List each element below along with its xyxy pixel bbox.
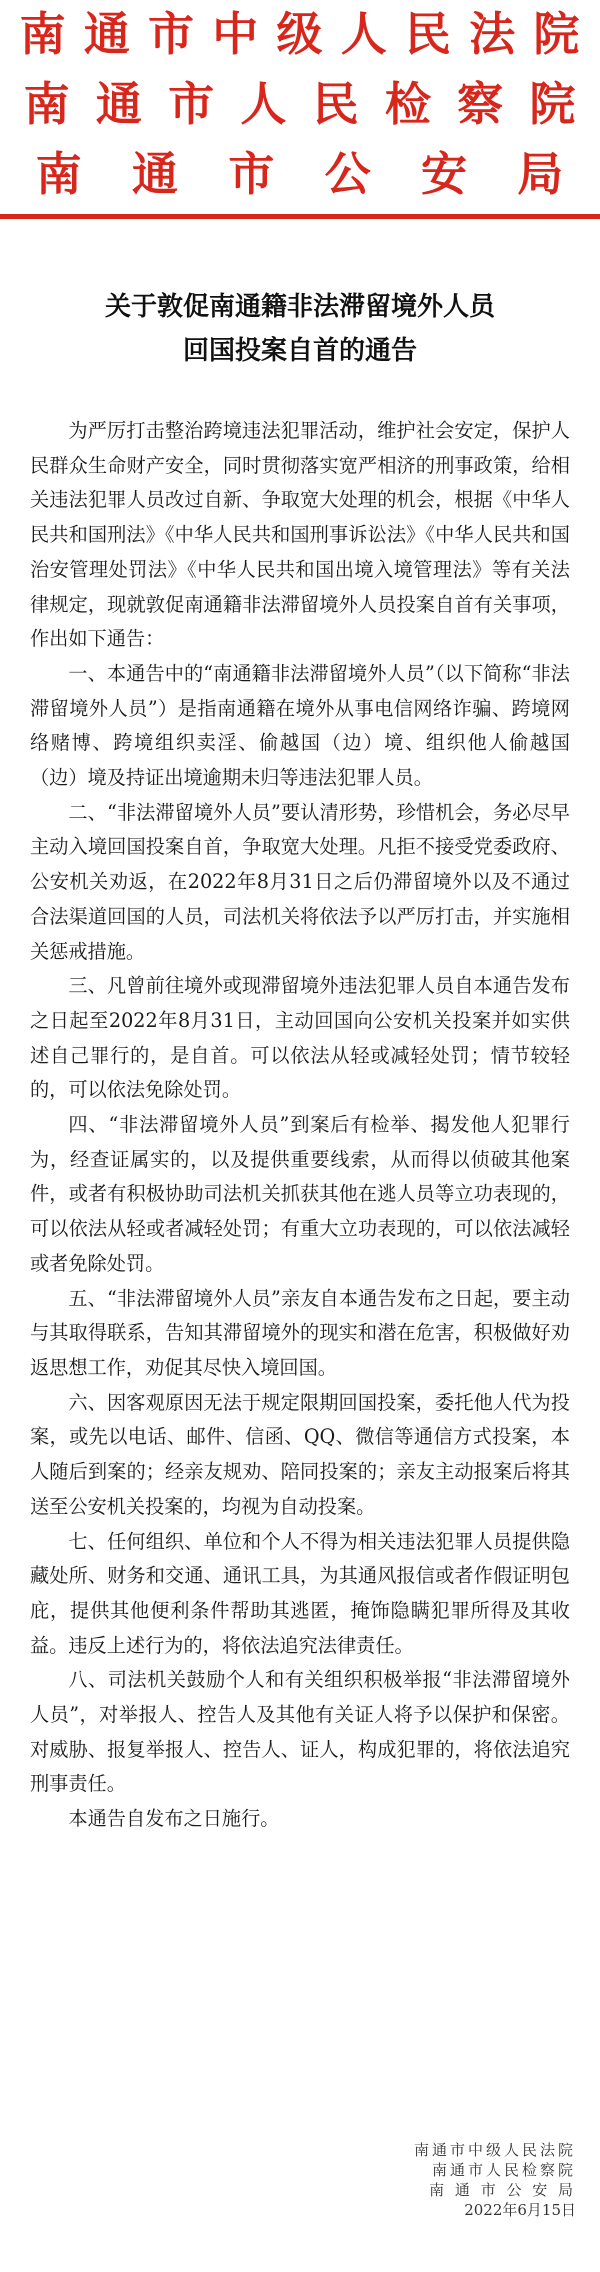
letterhead-char: 院 <box>533 7 583 61</box>
letterhead <box>0 0 600 222</box>
letterhead-char: 市 <box>148 7 198 61</box>
paragraph-item-4: 四、“非法滞留境外人员”到案后有检举、揭发他人犯罪行为，经查证属实的，以及提供重要线索，从而得以侦破其他案件，或者有积极协助司法机关抓获其他在逃人员等立功表现的，可以依法从轻或者减轻处罚；有重大立功表现的，可以依法减轻或者免除处罚。 <box>30 1113 570 1275</box>
paragraph-item-8: 八、司法机关鼓励个人和有关组织积极举报“非法滞留境外人员”，对举报人、控告人及其他有关证人将予以保护和保密。对威胁、报复举报人、控告人、证人，构成犯罪的，将依法追究刑事责任。 <box>30 1668 570 1796</box>
letterhead-char: 南 <box>35 147 85 201</box>
letterhead-char: 民 <box>312 77 362 131</box>
signature-date: 2022年6月15日 <box>464 2201 576 2219</box>
paragraph-item-7: 七、任何组织、单位和个人不得为相关违法犯罪人员提供隐藏处所、财务和交通、通讯工具，为其通风报信或者作假证明包庇，提供其他便利条件帮助其逃匿，掩饰隐瞒犯罪所得及其收益。违反上述行为的，将依法追究法律责任。 <box>30 1529 570 1657</box>
letterhead-char: 人 <box>340 7 390 61</box>
letterhead-char: 法 <box>469 7 519 61</box>
paragraph-item-2: 二、“非法滞留境外人员”要认清形势，珍惜机会，务必尽早主动入境回国投案自首，争取宽大处理。凡拒不接受党委政府、公安机关劝返，在2022年8月31日之后仍滞留境外以及不通过合法渠道回国的人员，司法机关将依法予以严厉打击，并实施相关惩戒措施。 <box>30 800 570 963</box>
letterhead-org-court <box>12 4 590 64</box>
letterhead-char: 级 <box>276 7 326 61</box>
letterhead-char: 民 <box>404 7 454 61</box>
letterhead-char: 通 <box>95 77 145 131</box>
letterhead-char: 南 <box>19 7 69 61</box>
notice-body <box>30 414 570 1837</box>
letterhead-char: 通 <box>83 7 133 61</box>
letterhead-char: 市 <box>228 147 278 201</box>
letterhead-org-police <box>12 144 590 204</box>
paragraph-item-5: 五、“非法滞留境外人员”亲友自本通告发布之日起，要主动与其取得联系，告知其滞留境外的现实和潜在危害，积极做好劝返思想工作，劝促其尽快入境回国。 <box>30 1286 570 1379</box>
notice-title-line1: 关于敦促南通籍非法滞留境外人员 <box>104 292 495 322</box>
letterhead-red-rule <box>0 214 600 219</box>
letterhead-char: 市 <box>168 77 218 131</box>
signature-police: 南 通 市 公 安 局 <box>429 2181 576 2199</box>
letterhead-char: 检 <box>384 77 434 131</box>
letterhead-org-procuratorate <box>12 74 590 134</box>
letterhead-char: 南 <box>23 77 73 131</box>
signature-court: 南通市中级人民法院 <box>413 2141 576 2159</box>
paragraph-effective: 本通告自发布之日施行。 <box>68 1807 280 1831</box>
paragraph-item-3: 三、凡曾前往境外或现滞留境外违法犯罪人员自本通告发布之日起至2022年8月31日，主动回国向公安机关投案并如实供述自己罪行的，是自首。可以依法从轻或减轻处罚；情节较轻的，可以依法免除处罚。 <box>30 974 570 1102</box>
letterhead-char: 安 <box>420 147 470 201</box>
letterhead-char: 人 <box>240 77 290 131</box>
paragraph-item-1: 一、本通告中的“南通籍非法滞留境外人员”（以下简称“非法滞留境外人员”）是指南通籍在境外从事电信网络诈骗、跨境网络赌博、跨境组织卖淫、偷越国（边）境、组织他人偷越国（边）境及持证出境逾期未归等违法犯罪人员。 <box>30 661 570 790</box>
notice-title-line2: 回国投案自首的通告 <box>182 336 417 366</box>
notice-title <box>40 285 560 373</box>
signature-block <box>326 2140 576 2220</box>
paragraph-item-6: 六、因客观原因无法于规定限期回国投案，委托他人代为投案，或先以电话、邮件、信函、QQ、微信等通信方式投案，本人随后到案的；经亲友规劝、陪同投案的；亲友主动报案后将其送至公安机关投案的，均视为自动投案。 <box>30 1390 570 1518</box>
letterhead-char: 院 <box>529 77 579 131</box>
paragraph-intro: 为严厉打击整治跨境违法犯罪活动，维护社会安定，保护人民群众生命财产安全，同时贯彻落实宽严相济的刑事政策，给相关违法犯罪人员改过自新、争取宽大处理的机会，根据《中华人民共和国刑法》《中华人民共和国刑事诉讼法》《中华人民共和国治安管理处罚法》《中华人民共和国出境入境管理法》等有关法律规定，现就敦促南通籍非法滞留境外人员投案自首有关事项，作出如下通告： <box>30 419 570 651</box>
letterhead-char: 察 <box>457 77 507 131</box>
signature-procuratorate: 南通市人民检察院 <box>431 2161 576 2179</box>
letterhead-char: 公 <box>324 147 374 201</box>
letterhead-char: 局 <box>517 147 567 201</box>
letterhead-char: 通 <box>131 147 181 201</box>
letterhead-char: 中 <box>212 7 262 61</box>
